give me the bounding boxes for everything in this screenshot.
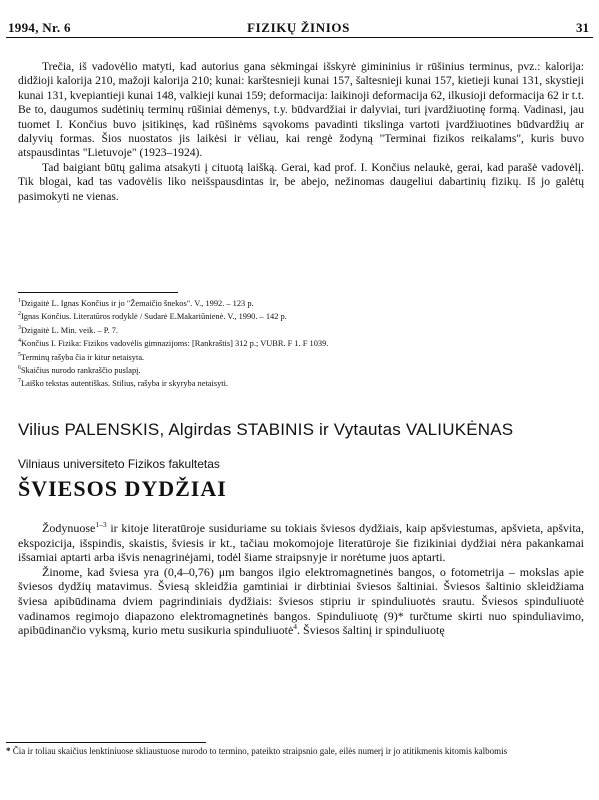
article-authors: Vilius PALENSKIS, Algirdas STABINIS ir Vytautas VALIUKĖNAS [18,420,514,439]
footnote: $^6$Skaičius nurodo rankraščio puslapį. [18,364,141,375]
running-header [8,20,589,36]
header-rule [6,37,593,38]
footnote: $^7$Laiško tekstas autentiškas. Stilius, rašyba ir skyryba netaisyti. [18,378,229,389]
previous-article-text [18,60,584,204]
paragraph: Žodynuose$^{1-3}$ ir kitoje literatūroje susiduriame su tokiais šviesos dydžiais, kaip apšviestumas, apšvieta, apšvita, ekspozicija, išspindis, skaistis, šviesis ir kt., tačiau mokomojoje literatūroje šie fizikiniai dydžiai nėra pakankamai išsamiai aptarti arba išvis nenagrinėjami, todėl šiame straipsnyje ir norėtume juos aptarti. [18,520,584,565]
journal-title: FIZIKŲ ŽINIOS [247,20,350,35]
footnote: $^4$Končius I. Fizika: Fizikos vadovėlis gimnazijoms: [Rankraštis] 312 p.; VUBR. F 1. F 1039. [18,338,329,348]
footnote: $^3$Dzigaitė L. Min. veik. – P. 7. [18,324,118,335]
paragraph: Tad baigiant būtų galima atsakyti į cituotą laišką. Gerai, kad prof. I. Končius nelaukė, gerai, kad parašė vadovėlį. Tik blogai, kad tas vadovėlis liko neišspausdintas ir, be abejo, nežinomas daugeliui dabartinių fizikų. Iš jo galėtų pasimokyti ne vienas. [18,160,584,203]
footnote-rule [6,742,206,743]
page-number: 31 [576,20,589,35]
article-body [18,521,584,638]
footnotes [18,296,584,390]
footnote: $^1$Dzigaitė L. Ignas Končius ir jo "Žemaičio šnekos". V., 1992. – 123 p. [18,298,254,308]
article-title: ŠVIESOS DYDŽIAI [18,476,227,501]
article-affiliation: Vilniaus universiteto Fizikos fakultetas [18,457,220,471]
paragraph: Trečia, iš vadovėlio matyti, kad autorius gana sėkmingai išskyrė gimininius ir rūšinius terminus, pvz.: kalorija: didžioji kalorija 210, mažoji kalorija 210; kunai: karštesnieji kunai 157, šaltesnieji kunai 157, kietieji kunai 131, skystieji kunai 131, kvepiantieji kunai 148, valkieji kunai 159; deformacija: laikinoji deformacija 62, ilkusioji deformacija 62 ir t.t. Be to, daugumos sudėtinių terminų rūšiniai dėmenys, t.y. būdvardžiai ir dalyviai, turi įvardžiuotinę formą. Vadinasi, jau tuomet I. Končius buvo įsitikinęs, kad rūšinėms sąvokoms pavadinti tikslinga vartoti įvardžiuotines būdvardžių ar dalyvių formas. Šios nuostatos jis laikėsi ir vėliau, kai rengė žodyną "Terminai fizikos reikalams", kuris buvo atspausdintas "Lietuvoje" (1923–1924). [18,60,584,160]
issue-label: 1994, Nr. 6 [8,20,71,35]
footnote: $^2$Ignas Končius. Literatūros rodyklė / Sudarė E.Makariūnienė. V., 1990. – 142 p. [18,311,287,322]
page-footnote: * Čia ir toliau skaičius lenktiniuose skliaustuose nurodo to termino, pateikto straipsnio gale, eilės numerį ir jo atitikmenis kitomis kalbomis [6,746,508,756]
footnote-rule [18,292,178,293]
footnote: $^5$Terminų rašyba čia ir kitur netaisyta. [18,351,145,362]
paragraph: Žinome, kad šviesa yra (0,4–0,76) μm bangos ilgio elektromagnetinės bangos, o fotometrija – mokslas apie šviesos dydžių matavimus. Šviesą skleidžia gamtiniai ir dirbtiniai šviesos šaltiniai. Šviesos šaltinio skleidžiama šviesa apibūdinama dviem pagrindiniais dydžiais: šviesos stipriu ir spinduliuotės srautu. Šviesos spinduliuotė vadinamos regimojo diapazono elektromagnetinės bangos. Spinduliuotę (9)* turčtume skirti nuo spinduliavimo, apibūdinančio vyksmą, kurio metu susikuria spinduliuotė$^4$. Šviesos šaltinį ir spinduliuotę [18,564,584,638]
